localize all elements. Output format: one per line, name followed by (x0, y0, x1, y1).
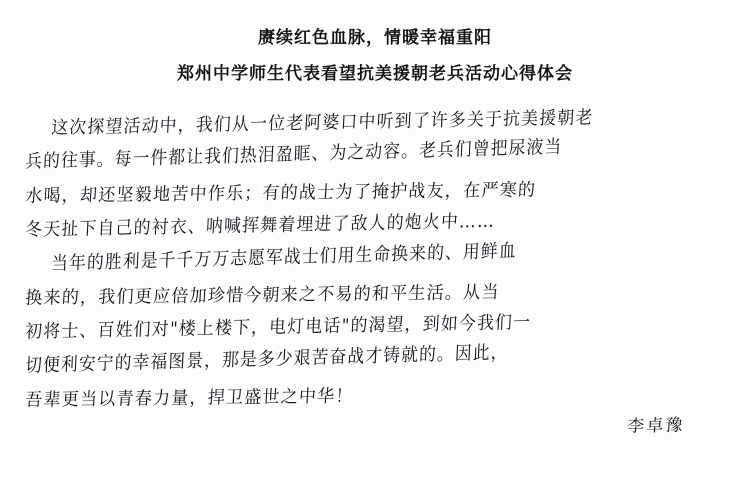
body-line (25, 205, 725, 239)
body-line-text: 吾辈更当以青春力量，捍卫盛世之中华！ (24, 385, 355, 410)
handwritten-body (22, 103, 728, 409)
body-line-text: 换来的，我们更应倍加珍惜今朝来之不易的和平生活。从当 (24, 281, 501, 308)
body-line (25, 273, 725, 307)
title-block (22, 26, 728, 87)
body-line-text: 当年的胜利是千千万万志愿军战士们用生命换来的、用鲜血 (50, 239, 518, 274)
body-line (25, 341, 725, 375)
body-line-text: 水喝，却还坚毅地苦中作乐；有的战士为了掩护战友，在严寒的 (24, 178, 537, 206)
body-line (25, 375, 725, 409)
page-title: 赓续红色血脉，情暖幸福重阳 (258, 28, 492, 48)
body-line-text: 切便利安宁的幸福图景，那是多少艰苦奋战才铸就的。因此， (24, 341, 510, 376)
body-line (25, 307, 725, 341)
body-line-text: 这次探望活动中，我们从一位老阿婆口中听到了许多关于抗美援朝老 (50, 106, 595, 138)
body-line (25, 171, 725, 205)
body-line-text: 冬天扯下自己的衬衣、呐喊挥舞着埋进了敌人的炮火中…… (24, 209, 496, 240)
signature: 李卓豫 (626, 415, 685, 437)
body-line (25, 239, 725, 273)
body-line (25, 137, 725, 171)
body-line (25, 103, 725, 137)
body-line-text: 兵的往事。每一件都让我们热泪盈眶、为之动容。老兵们曾把尿液当 (24, 135, 563, 172)
body-line-text: 初将士、百姓们对"楼上楼下，电灯电话"的渴望，到如今我们一 (24, 311, 532, 342)
page-subtitle: 郑州中学师生代表看望抗美援朝老兵活动心得体会 (177, 63, 573, 84)
